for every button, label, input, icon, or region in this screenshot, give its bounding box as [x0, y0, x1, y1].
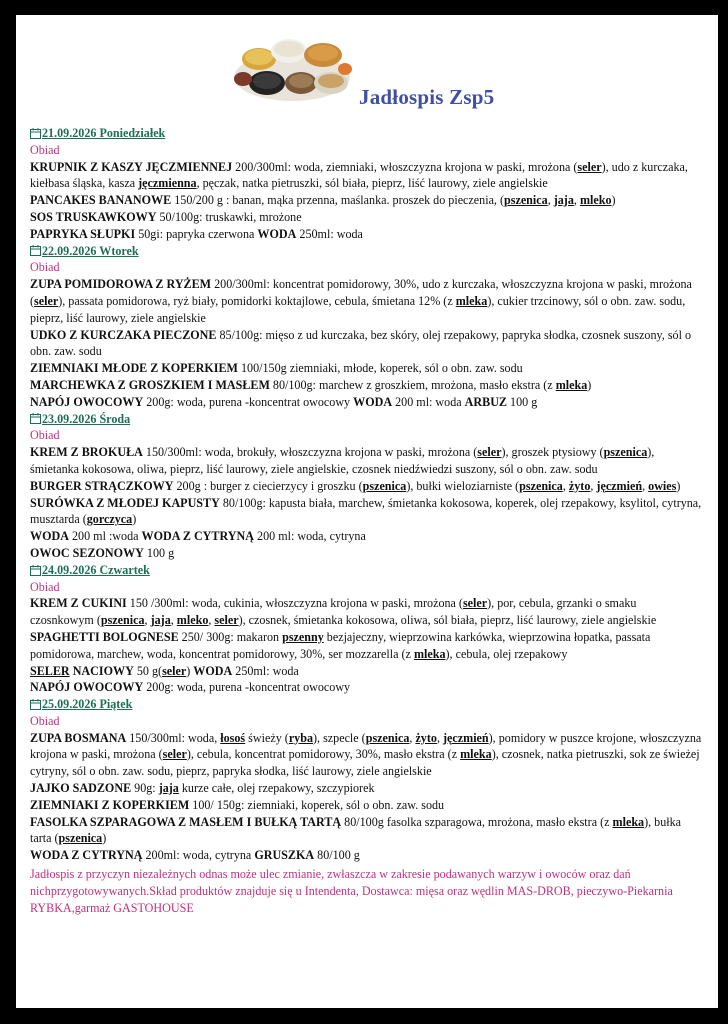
dish-name: WODA: [353, 394, 393, 409]
allergen: pszenica: [100, 613, 145, 628]
allergen: seler: [477, 445, 502, 460]
day-date: 21.09.2026 Poniedziałek: [30, 125, 702, 142]
ingredients-text: 200g : burger z ciecierzycy i groszku (: [173, 478, 363, 493]
meal-label: Obiad: [30, 713, 60, 728]
menu-item: [30, 192, 702, 209]
ingredients-text: 80/100g: marchew z groszkiem, mrożona, masło ekstra (z: [269, 377, 556, 392]
ingredients-text: ), udo z kurczaka, kiełbasa śląska, kasza: [30, 159, 688, 191]
menu-item: [30, 545, 702, 562]
allergen: żyto: [415, 730, 437, 745]
ingredients-text: ), cebula, olej rzepakowy: [445, 646, 568, 661]
menu-title: Jadłospis Zsp5: [359, 85, 495, 109]
allergen: seler: [162, 663, 187, 678]
dish-name: ZUPA BOSMANA: [30, 730, 127, 745]
calendar-icon: [30, 413, 41, 424]
ingredients-text: kurze całe, olej rzepakowy, szczypiorek: [178, 781, 375, 796]
dish-name: SPAGHETTI BOLOGNESE: [30, 629, 179, 644]
ingredients-text: ): [132, 512, 137, 527]
ingredients-text: ), por, cebula, grzanki o smaku czosnkowym (: [30, 596, 637, 628]
dish-name: GRUSZKA: [254, 848, 315, 863]
allergen: żyto: [568, 478, 591, 493]
day-date: 22.09.2026 Wtorek: [30, 243, 702, 260]
calendar-icon: [30, 699, 41, 710]
dish-name: FASOLKA SZPARAGOWA Z MASŁEM I BUŁKĄ TARTĄ: [30, 814, 342, 829]
dish-name: UDKO Z KURCZAKA PIECZONE: [30, 327, 217, 342]
menu-item: [30, 226, 702, 243]
dish-name: ZIEMNIAKI MŁODE Z KOPERKIEM: [30, 361, 238, 376]
allergen: pszenica: [58, 831, 103, 846]
allergen: mleka: [455, 293, 488, 308]
ingredients-text: ), szpecle (: [313, 730, 366, 745]
food-bowls-image: [231, 25, 353, 105]
ingredients-text: ), passata pomidorowa, ryż biały, pomidorki koktajlowe, cebula, śmietana 12% (z: [58, 293, 456, 308]
ingredients-text: 150/200 g : banan, mąka przenna, maślanka. proszek do pieczenia, (: [171, 193, 505, 208]
allergen: pszenica: [365, 730, 410, 745]
menu-item: [30, 327, 702, 361]
menu-item: [30, 377, 702, 394]
dish-name: PANCAKES BANANOWE: [30, 193, 172, 208]
dish-name: WODA: [257, 226, 297, 241]
ingredients-text: ), pomidory w puszce krojone, włoszczyzna krojona w paski, mrożona (: [30, 730, 702, 762]
menu-item: [30, 276, 702, 326]
dish-name: NACIOWY: [69, 663, 134, 678]
menu-item: [30, 360, 702, 377]
ingredients-text: ): [587, 377, 592, 392]
ingredients-text: ,: [642, 478, 649, 493]
allergen: mleko: [176, 613, 209, 628]
ingredients-text: ), cebula, koncentrat pomidorowy, 30%, masło ekstra (z: [186, 747, 461, 762]
menu-item: [30, 780, 702, 797]
menu-item: [30, 528, 702, 545]
allergen: seler: [162, 747, 187, 762]
ingredients-text: 200ml: woda, cytryna: [142, 848, 255, 863]
day-date: 24.09.2026 Czwartek: [30, 562, 702, 579]
ingredients-text: ), cukier trzcinowy, sól o obn. zaw. sodu, pieprz, liść laurowy, ziele angielskie: [30, 293, 686, 325]
ingredients-text: 150 /300ml: woda, cukinia, włoszczyzna krojona w paski, mrożona (: [126, 596, 463, 611]
ingredients-text: ), czosnek, śmietanka kokosowa, oliwa, sól biała, pieprz, liść laurowy, ziele angielskie: [238, 613, 657, 628]
ingredients-text: 200 ml: woda, cytryna: [254, 529, 366, 544]
allergen: pszenny: [282, 629, 324, 644]
dish-name: ZIEMNIAKI Z KOPERKIEM: [30, 797, 190, 812]
ingredients-text: 100/150g ziemniaki, młode, koperek, sól o obn. zaw. sodu: [237, 361, 523, 376]
ingredients-text: 200 ml: woda: [392, 394, 465, 409]
ingredients-text: 100 g: [143, 545, 175, 560]
dish-name: ZUPA POMIDOROWA Z RYŻEM: [30, 277, 212, 292]
ingredients-text: 150/300ml: woda,: [126, 730, 221, 745]
dish-name: OWOC SEZONOWY: [30, 545, 144, 560]
allergen: mleka: [555, 377, 588, 392]
dish-name: NAPÓJ OWOCOWY: [30, 680, 144, 695]
dish-name: KREM Z CUKINI: [30, 596, 127, 611]
calendar-icon: [30, 565, 41, 576]
meal-label: Obiad: [30, 142, 60, 157]
allergen: pszenica: [519, 478, 563, 493]
ingredients-text: 200/300ml: woda, ziemniaki, włoszczyzna krojona w paski, mrożona (: [232, 159, 578, 174]
menu-item: [30, 444, 702, 478]
ingredients-text: , pęczak, natka pietruszki, sól biała, pieprz, liść laurowy, ziele angielskie: [196, 176, 548, 191]
ingredients-text: ), bułka tarta (: [30, 814, 682, 846]
ingredients-text: ): [102, 831, 107, 846]
menu-item: [30, 797, 702, 814]
ingredients-text: ,: [436, 730, 443, 745]
ingredients-text: świeży (: [245, 730, 289, 745]
ingredients-text: 90g:: [131, 781, 159, 796]
allergen: SELER: [30, 663, 70, 678]
ingredients-text: ), bułki wieloziarniste (: [406, 478, 520, 493]
allergen: mleka: [612, 814, 645, 829]
dish-name: WODA: [193, 663, 233, 678]
menu-item: [30, 663, 702, 680]
dish-name: KREM Z BROKUŁA: [30, 445, 143, 460]
meal-label: Obiad: [30, 579, 60, 594]
ingredients-text: 50 g(: [133, 663, 163, 678]
dish-name: JAJKO SADZONE: [30, 781, 132, 796]
allergen: jaja: [150, 613, 171, 628]
allergen: pszenica: [362, 478, 407, 493]
allergen: mleka: [460, 747, 492, 762]
menu-item: [30, 595, 702, 629]
allergen: seler: [462, 596, 488, 611]
ingredients-text: ), groszek ptysiowy (: [501, 445, 604, 460]
menu-page: [16, 15, 718, 1008]
allergen: jaja: [158, 781, 179, 796]
ingredients-text: ,: [547, 193, 554, 208]
ingredients-text: 100 g: [507, 394, 538, 409]
menu-item: [30, 159, 702, 193]
ingredients-text: 50gi: papryka czerwona: [135, 226, 258, 241]
menu-item: [30, 730, 702, 780]
dish-name: WODA: [30, 529, 69, 544]
ingredients-text: ,: [170, 613, 177, 628]
ingredients-text: ,: [409, 730, 416, 745]
dish-name: SURÓWKA Z MŁODEJ KAPUSTY: [30, 495, 220, 510]
menu-item: [30, 394, 702, 411]
dish-name: ARBUZ: [464, 394, 507, 409]
allergen: owies: [648, 478, 677, 493]
day-date: 25.09.2026 Piątek: [30, 696, 702, 713]
allergen: pszenica: [504, 193, 548, 208]
allergen: seler: [34, 293, 59, 308]
ingredients-text: 50/100g: truskawki, mrożone: [156, 209, 302, 224]
allergen: jęczmień: [442, 730, 489, 745]
calendar-icon: [30, 128, 41, 139]
ingredients-text: 200 ml :woda: [68, 529, 142, 544]
ingredients-text: ), śmietanka kokosowa, oliwa, pieprz, liść laurowy, ziele angielskie, czosnek niedźwiedzi suszony, sól o obn. zaw. sodu: [30, 445, 655, 476]
ingredients-text: 80/100g: kapusta biała, marchew, śmietanka kokosowa, koperek, olej rzepakowy, ksylitol, cytryna, musztarda (: [30, 495, 702, 527]
ingredients-text: ,: [562, 478, 569, 493]
dish-name: KRUPNIK Z KASZY JĘCZMIENNEJ: [30, 159, 233, 174]
menu-item: [30, 495, 702, 529]
day-date: 23.09.2026 Środa: [30, 411, 702, 428]
dish-name: NAPÓJ OWOCOWY: [30, 394, 144, 409]
ingredients-text: ,: [208, 613, 215, 628]
ingredients-text: 200/300ml: koncentrat pomidorowy, 30%, udo z kurczaka, włoszczyzna krojona w paski, mrożona (: [30, 277, 692, 308]
ingredients-text: 250/ 300g: makaron: [178, 629, 283, 644]
ingredients-text: bezjajeczny, wieprzowina karkówka, wieprzowina łopatka, passata pomidorowa, marchew, woda, koncentrat pomidorowy, 30%, ser mozzarella (z: [30, 629, 651, 661]
ingredients-text: ): [611, 193, 616, 208]
dish-name: MARCHEWKA Z GROSZKIEM I MASŁEM: [30, 377, 270, 392]
ingredients-text: ,: [573, 193, 580, 208]
ingredients-text: 80/100g fasolka szparagowa, mrożona, masło ekstra (z: [341, 814, 613, 829]
meal-label: Obiad: [30, 260, 60, 275]
allergen: seler: [214, 613, 239, 628]
footer-note: Jadłospis z przyczyn niezależnych odnas może ulec zmianie, zwłaszcza w zakresie podawanych warzyw i owoców oraz dań nichprzygotowywanych.Skład produktów znajduje się u Intendenta, Dostawca: mięsa oraz wędlin MAS-DROB, pieczywo-Piekarnia RYBKA,garmaż GASTOHOUSE: [30, 867, 673, 915]
allergen: ryba: [288, 730, 313, 745]
ingredients-text: 200g: woda, purena -koncentrat owocowy: [143, 394, 354, 409]
menu-content: [30, 125, 702, 916]
allergen: jęczmień: [596, 478, 643, 493]
ingredients-text: ): [186, 663, 194, 678]
ingredients-text: 80/100 g: [314, 848, 360, 863]
ingredients-text: 250ml: woda: [232, 663, 299, 678]
menu-item: [30, 814, 702, 848]
ingredients-text: 85/100g: mięso z ud kurczaka, bez skóry, olej rzepakowy, papryka słodka, czosnek suszony, sól o obn. zaw. sodu: [30, 327, 692, 359]
allergen: jaja: [553, 193, 574, 208]
allergen: mleka: [413, 646, 446, 661]
ingredients-text: ,: [590, 478, 597, 493]
dish-name: SOS TRUSKAWKOWY: [30, 209, 157, 224]
ingredients-text: 100/ 150g: ziemniaki, koperek, sól o obn. zaw. sodu: [189, 797, 445, 812]
allergen: seler: [577, 159, 602, 174]
allergen: gorczyca: [86, 512, 133, 527]
calendar-icon: [30, 245, 41, 256]
ingredients-text: ): [676, 478, 681, 493]
allergen: pszenica: [603, 445, 648, 460]
dish-name: WODA Z CYTRYNĄ: [141, 529, 254, 544]
allergen: mleko: [579, 193, 612, 208]
menu-item: [30, 847, 702, 864]
menu-item: [30, 209, 702, 226]
ingredients-text: ), czosnek, natka pietruszki, sok ze świeżej cytryny, sól o obn. zaw. sodu, pieprz, papryka słodka, liść laurowy, ziele angielskie: [30, 747, 700, 779]
meal-label: Obiad: [30, 428, 60, 443]
ingredients-text: 150/300ml: woda, brokuły, włoszczyzna krojona w paski, mrożona (: [142, 445, 478, 460]
menu-item: [30, 478, 702, 495]
ingredients-text: 250ml: woda: [296, 226, 363, 241]
ingredients-text: ,: [144, 613, 151, 628]
menu-item: [30, 629, 702, 663]
dish-name: PAPRYKA SŁUPKI: [30, 226, 136, 241]
dish-name: WODA Z CYTRYNĄ: [30, 848, 143, 863]
ingredients-text: 200g: woda, purena -koncentrat owocowy: [143, 680, 351, 695]
menu-item: [30, 679, 702, 696]
allergen: łosoś: [220, 730, 246, 745]
dish-name: BURGER STRĄCZKOWY: [30, 478, 174, 493]
allergen: jęczmienna: [138, 176, 197, 191]
